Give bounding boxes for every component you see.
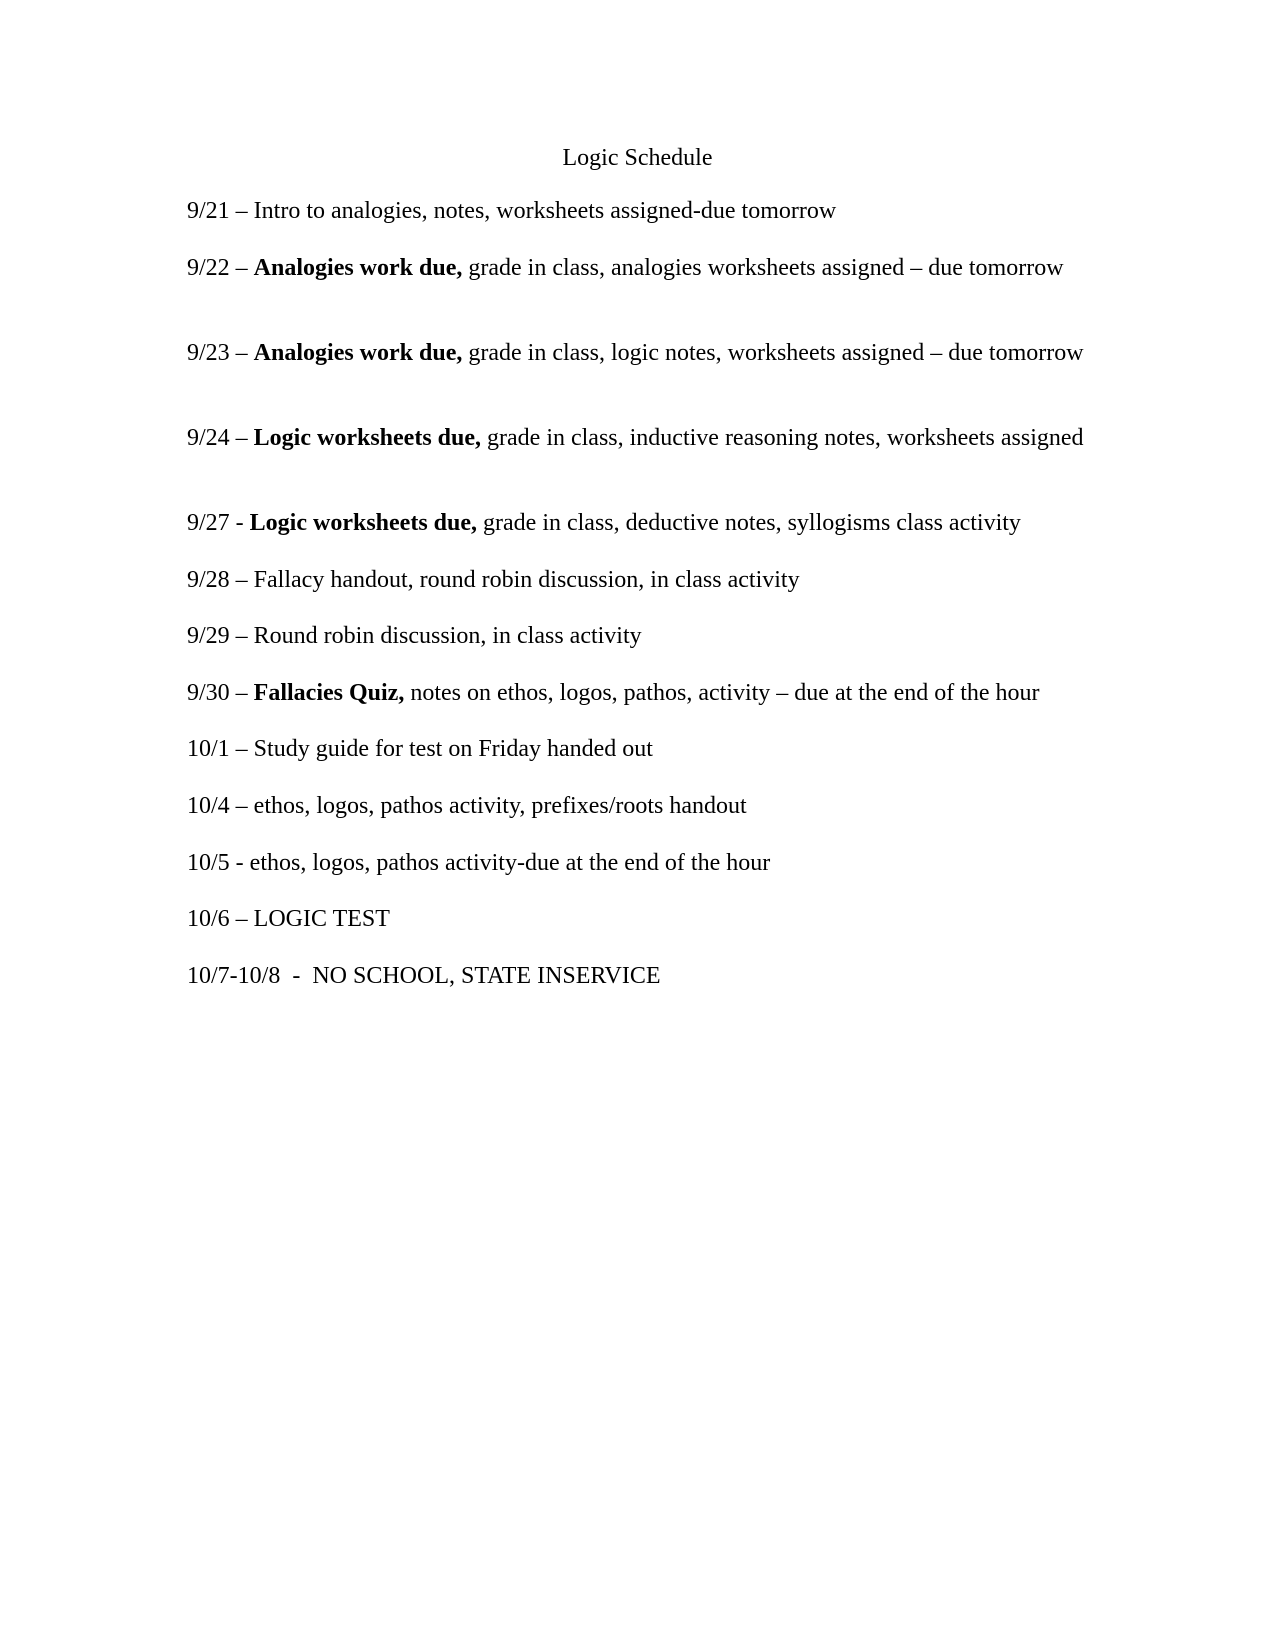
entry-date: 10/1: [187, 736, 230, 762]
schedule-entry: 10/4 – ethos, logos, pathos activity, prefixes/roots handout: [187, 793, 747, 819]
schedule-entry: 10/6 – LOGIC TEST: [187, 906, 390, 932]
entry-date: 9/22: [187, 255, 230, 281]
entry-date: 9/24: [187, 425, 230, 451]
entry-text: grade in class, analogies worksheets assigned – due tomorrow: [462, 255, 1064, 281]
entry-text: ethos, logos, pathos activity-due at the end of the hour: [249, 850, 771, 876]
entry-date: 10/5: [187, 850, 230, 876]
schedule-entry: 9/21 – Intro to analogies, notes, worksheets assigned-due tomorrow: [187, 198, 837, 224]
entry-highlight: Logic worksheets due,: [249, 510, 478, 536]
entry-text: grade in class, inductive reasoning notes, worksheets assigned: [481, 425, 1084, 451]
entry-date: 10/4: [187, 793, 230, 819]
entry-text: NO SCHOOL, STATE INSERVICE: [312, 963, 661, 989]
schedule-entry: 9/29 – Round robin discussion, in class activity: [187, 623, 642, 649]
entry-date: 10/6: [187, 906, 230, 932]
schedule-entry: 9/30 – Fallacies Quiz, notes on ethos, logos, pathos, activity – due at the end of the hour: [187, 680, 1040, 706]
entry-text: Study guide for test on Friday handed out: [253, 736, 653, 762]
entry-date: 9/30: [187, 680, 230, 706]
schedule-entry: 9/24 – Logic worksheets due, grade in class, inductive reasoning notes, worksheets assigned: [187, 425, 1084, 451]
entry-date: 10/7-10/8: [187, 963, 281, 989]
entry-date: 9/27: [187, 510, 230, 536]
entry-text: LOGIC TEST: [253, 906, 390, 932]
entry-text: Intro to analogies, notes, worksheets assigned-due tomorrow: [253, 198, 837, 224]
schedule-entry: 10/7-10/8 - NO SCHOOL, STATE INSERVICE: [187, 963, 661, 989]
entry-text: Round robin discussion, in class activity: [253, 623, 642, 649]
entry-text: Fallacy handout, round robin discussion, in class activity: [253, 567, 800, 593]
schedule-entry: 9/22 – Analogies work due, grade in class, analogies worksheets assigned – due tomorrow: [187, 255, 1064, 281]
entry-text: notes on ethos, logos, pathos, activity – due at the end of the hour: [404, 680, 1040, 706]
schedule-entry: 9/28 – Fallacy handout, round robin discussion, in class activity: [187, 567, 800, 593]
entry-text: grade in class, deductive notes, syllogisms class activity: [477, 510, 1021, 536]
schedule-entry: 10/1 – Study guide for test on Friday handed out: [187, 736, 653, 762]
entry-highlight: Logic worksheets due,: [253, 425, 482, 451]
entry-highlight: Fallacies Quiz,: [253, 680, 405, 706]
entry-date: 9/28: [187, 567, 230, 593]
entry-date: 9/23: [187, 340, 230, 366]
entry-date: 9/21: [187, 198, 230, 224]
schedule-entry: 10/5 - ethos, logos, pathos activity-due at the end of the hour: [187, 850, 771, 876]
schedule-entry: 9/27 - Logic worksheets due, grade in class, deductive notes, syllogisms class activity: [187, 510, 1021, 536]
entry-date: 9/29: [187, 623, 230, 649]
entry-highlight: Analogies work due,: [253, 255, 463, 281]
entry-highlight: Analogies work due,: [253, 340, 463, 366]
entry-text: grade in class, logic notes, worksheets assigned – due tomorrow: [462, 340, 1084, 366]
page-title: Logic Schedule: [562, 145, 713, 171]
entry-text: ethos, logos, pathos activity, prefixes/roots handout: [253, 793, 747, 819]
schedule-entry: 9/23 – Analogies work due, grade in class, logic notes, worksheets assigned – due tomorrow: [187, 340, 1084, 366]
